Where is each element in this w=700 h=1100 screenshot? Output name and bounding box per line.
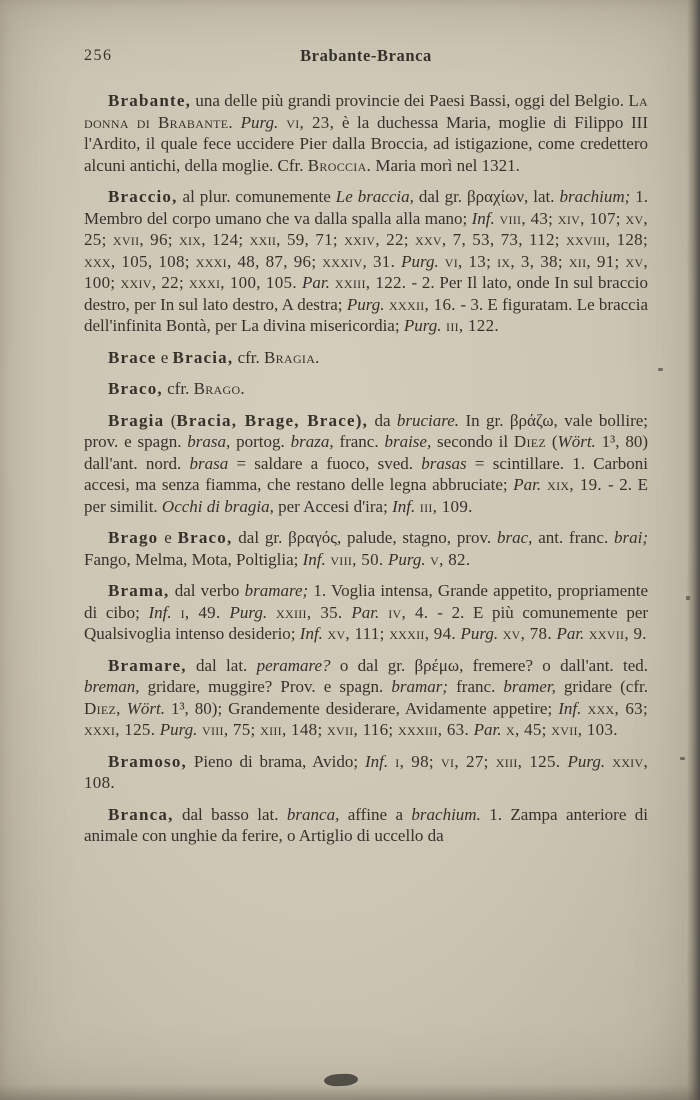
entry-text: braise,	[384, 432, 432, 451]
entry-text: braza,	[290, 432, 334, 451]
entry-text: Wört.	[557, 432, 596, 451]
entry-text: dal gr. βραγός, palude, stagno, prov.	[232, 528, 497, 547]
entry-brabante	[84, 90, 648, 176]
entry-text: Purg.	[240, 112, 279, 132]
entry-bramare	[84, 655, 648, 741]
headword: Bramoso,	[108, 751, 188, 771]
headword: Braco,	[177, 528, 233, 547]
entry-text: xxvii, 9.	[584, 624, 647, 643]
entry-text: Par.	[513, 475, 542, 494]
headword: Brago	[108, 528, 159, 547]
entry-text: Purg.	[401, 251, 439, 271]
entry-text: franc.	[448, 677, 504, 696]
page-edge-shadow-right	[687, 0, 700, 1100]
entry-text: Purg.	[229, 602, 268, 622]
entry-text: xxx, 63; xxxi, 125.	[84, 698, 648, 739]
entry-text: secondo il	[431, 432, 514, 451]
entry-brace	[84, 347, 648, 369]
entry-text: Inf.	[299, 624, 323, 643]
entry-text: Par.	[351, 602, 380, 622]
entry-text: bramar;	[391, 677, 449, 696]
entry-text: dal lat.	[186, 655, 257, 675]
entry-text: bramare;	[244, 581, 309, 600]
entry-text: 1. Voglia intensa, Grande appetito, propriamente di cibo;	[84, 581, 648, 622]
entry-text: viii, 75; xiii, 148; xvii, 116; xxxiii, 63.	[197, 720, 474, 739]
entry-text: (	[164, 410, 177, 430]
entry-text: Brago.	[193, 379, 245, 398]
entry-text: Inf.	[364, 751, 389, 771]
entry-text: dal basso lat.	[173, 804, 287, 824]
entry-text: Bragia.	[264, 347, 320, 367]
entry-text: cfr.	[233, 347, 265, 367]
entry-braco	[84, 378, 648, 400]
entry-text: è la duchessa Maria, moglie di Filippo III l'Ardito, il quale fece uccidere Pier dalla Broccia, ad istigazione, come credettero alcuni antichi, della moglie. Cfr.	[84, 112, 649, 175]
entry-text: x, 45; xvii, 103.	[501, 720, 618, 739]
entry-text: bramer,	[503, 677, 556, 696]
entry-branca	[84, 804, 648, 847]
entry-text: iv, 4.	[379, 602, 438, 622]
entry-bramoso	[84, 751, 648, 794]
entry-text: 1. Membro del corpo umano che va dalla spalla alla mano;	[84, 187, 648, 228]
entry-text: v, 82.	[425, 549, 471, 569]
scan-speck	[658, 368, 663, 371]
headword: Bramare,	[108, 655, 187, 675]
entry-text: Maria morì nel 1321.	[371, 155, 520, 175]
headword: Bracia,	[172, 347, 234, 367]
page-edge-shadow-bottom	[0, 1084, 700, 1100]
entry-text: per Accesi d'ira;	[273, 496, 393, 516]
entry-text: iii, 109.	[415, 496, 473, 516]
entry-text: Wört.	[126, 698, 165, 718]
entry-text: = scintillare. 1. Carboni accesi, ma senza fiamma, che restano delle legna abbruciate;	[84, 453, 649, 494]
entry-text: cfr.	[162, 379, 194, 398]
headword: Branca,	[108, 804, 174, 824]
entry-text: i, 98; vi, 27; xiii, 125.	[388, 751, 568, 771]
entry-text: brasa	[189, 453, 229, 473]
entry-text: Inf.	[302, 549, 326, 569]
entries	[84, 90, 648, 857]
entry-text: xix, 19.	[541, 475, 608, 494]
entry-text: affine a	[339, 804, 412, 824]
entry-text: da	[368, 410, 397, 430]
entry-text: franc.	[333, 432, 385, 451]
entry-text: i, 49.	[171, 602, 230, 622]
entry-text: - 3. E figuratam. Le braccia dell'infinita Bontà, per La divina misericordia;	[84, 294, 648, 335]
entry-text: dal verbo	[169, 581, 245, 600]
entry-text: brachium.	[411, 804, 481, 824]
entry-text: - 2. E per similit.	[84, 475, 649, 516]
entry-text: In gr. βράζω, vale bollire; prov. e spagn.	[84, 410, 648, 451]
entry-text: o dal gr. βρέμω, fremere? o dall'ant. ted.	[330, 655, 648, 675]
entry-text: Inf.	[558, 698, 582, 718]
entry-text: brasa,	[187, 432, 231, 451]
entry-braccio	[84, 186, 648, 337]
page-number: 256	[84, 47, 113, 64]
entry-text: xv, 78.	[498, 624, 557, 643]
entry-text: Purg.	[346, 294, 385, 314]
entry-text: Purg.	[567, 751, 606, 771]
entry-text: (	[546, 432, 558, 451]
entry-text	[233, 113, 241, 132]
entry-text: al plur. comunemente	[177, 187, 336, 206]
entry-text: Inf.	[392, 496, 416, 516]
scan-speck	[680, 757, 685, 760]
entry-text: brac,	[496, 528, 533, 547]
entry-text: 1³, 80); Grandemente desiderare, Avidamente appetire;	[164, 698, 559, 718]
entry-text: portog.	[230, 432, 291, 451]
headword: Braco,	[108, 379, 163, 398]
entry-text: Inf.	[471, 208, 495, 228]
entry-text: e	[158, 528, 178, 547]
headword: Brace	[108, 347, 157, 367]
entry-text: = saldare a fuoco, sved.	[228, 453, 422, 473]
entry-text: ant. franc.	[532, 528, 615, 547]
entry-brago	[84, 527, 648, 570]
entry-text: xxiv, 108.	[84, 751, 648, 792]
scan-speck	[686, 596, 690, 600]
entry-text: una delle più grandi provincie dei Paesi Bassi, oggi del Belgio.	[191, 91, 629, 110]
entry-text: Pieno di brama, Avido;	[187, 751, 365, 771]
entry-text: brasas	[421, 453, 467, 473]
entry-text: viii, 50.	[325, 549, 388, 569]
entry-text: vi, 13; ix, 3, 38; xii, 91; xv, 100; xxiv, 22; xxxi, 100, 105.	[84, 251, 648, 292]
entry-text: Fango, Melma, Mota, Poltiglia;	[84, 549, 303, 569]
entry-text: Purg.	[388, 549, 426, 569]
entry-text: dal gr. βραχίων, lat.	[413, 187, 560, 206]
entry-text: Par.	[473, 720, 502, 739]
headword: Bracia, Brage, Brace),	[176, 410, 369, 430]
entry-text: - 2. E più comunemente per Qualsivoglia intenso desiderio;	[84, 602, 649, 643]
entry-text: - 2. Per Il lato, onde In sul braccio destro, per In sul lato destro, A destra;	[84, 273, 649, 314]
entry-text: peramare?	[256, 655, 331, 675]
entry-text: Diez,	[84, 698, 121, 718]
headword: Bragia	[108, 410, 165, 430]
entry-text: Le braccia,	[335, 187, 414, 206]
entry-text: gridare (cfr.	[555, 677, 648, 696]
entry-text: Purg.	[403, 316, 442, 335]
entry-text: gridare, muggire? Prov. e spagn.	[139, 677, 392, 696]
entry-text: branca,	[286, 804, 340, 824]
entry-bragia	[84, 410, 648, 518]
entry-text: xxiii, 35.	[267, 602, 352, 622]
entry-brama	[84, 580, 648, 645]
entry-text: Par.	[556, 624, 585, 643]
page-header	[84, 46, 648, 66]
entry-text: iii, 122.	[441, 316, 499, 335]
entry-text: Occhi di bragia,	[161, 496, 274, 516]
entry-text: xv, 111; xxxii, 94.	[322, 624, 461, 643]
entry-text: xxiii, 122.	[329, 273, 412, 292]
entry-text: e	[156, 347, 173, 367]
entry-text: bruciare.	[396, 410, 460, 430]
headword: Brabante,	[108, 91, 192, 110]
entry-text: brai;	[614, 528, 649, 547]
running-title: Brabante-Branca	[300, 46, 432, 65]
entry-text: brachium;	[559, 187, 631, 206]
entry-text: vi, 23,	[278, 112, 335, 132]
headword: Braccio,	[108, 187, 178, 206]
entry-text: 1. Zampa anteriore di animale con unghie da ferire, o Artiglio di uccello da	[84, 804, 649, 845]
entry-text: xxxii, 16.	[384, 294, 461, 314]
entry-text: Purg.	[460, 624, 499, 643]
entry-text: Inf.	[148, 602, 172, 622]
entry-text: breman,	[84, 677, 140, 696]
entry-text: 1³, 80) dall'ant. nord.	[84, 432, 648, 473]
entry-text: La donna di Brabante.	[84, 91, 648, 132]
entry-text: Broccia.	[307, 155, 372, 175]
entry-text: viii, 43; xiv, 107; xv, 25; xvii, 96; xix, 124; xxii, 59, 71; xxiv, 22; xxv, 7, 53, 73, 112; xxviii, 128; xxx, 105, 108; xxxi, 48, 87, 96; xxxiv, 31.	[84, 208, 648, 271]
entry-text: Purg.	[159, 720, 198, 739]
entry-text: Diez	[513, 432, 547, 451]
headword: Brama,	[108, 581, 170, 600]
entry-text: Par.	[301, 273, 330, 292]
